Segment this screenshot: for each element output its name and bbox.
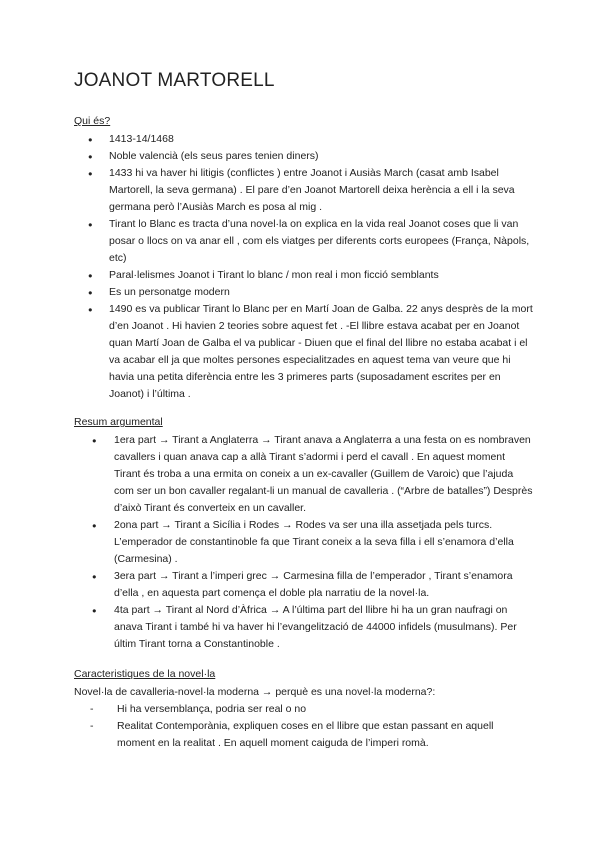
qui-es-list — [74, 131, 534, 403]
section-heading-qui-es: Qui és? — [74, 115, 111, 127]
document-title: JOANOT MARTORELL — [74, 70, 275, 91]
list-item: ● 1490 es va publicar Tirant lo Blanc per en Martí Joan de Galba. 22 anys desprès de la mort d’en Joanot . Hi havien 2 teories sobre aquest fet . -El llibre estava acabat per en Joanot quan Martí Joan de Galba el va publicar - Diuen que el final del llibre no estaba acabat i el va acabar ell ja que moltes persones especialitzades en aquest tema van veure que hi havia una petita diferència entre les 3 primeres parts (suposadament escrites per en Joanot) i l’última . — [74, 301, 534, 403]
list-item: ● 2ona part → Tirant a Sicília i Rodes → Rodes va ser una illa assetjada pels turcs. L’emperador de constantinoble fa que Tirant coneix a la seva filla i ell s’enamora d’ella (Carmesina) . — [74, 517, 534, 568]
list-item: ● 3era part → Tirant a l’imperi grec → Carmesina filla de l’emperador , Tirant s’enamora d’ella , en aquesta part comença el doble pla narratiu de la novel·la. — [74, 568, 534, 602]
list-item: - Hi ha versemblança, podria ser real o no — [74, 701, 534, 718]
list-item: ● 4ta part → Tirant al Nord d’Àfrica → A l’última part del llibre hi ha un gran naufragi on anava Tirant i també hi va haver hi l’evangelització de 44000 infidels (musulmans). Per últim Tirant torna a Constantinoble . — [74, 602, 534, 653]
list-item: - Realitat Contemporània, expliquen coses en el llibre que estan passant en aquell moment en la realitat . En aquell moment caiguda de l’imperi romà. — [74, 718, 534, 752]
list-item: ● 1era part → Tirant a Anglaterra → Tirant anava a Anglaterra a una festa on es nombraven cavallers i quan anava cap a allà Tirant s’adormi i perd el cavall . En aquest moment Tirant és troba a una ermita on coneix a un ex-cavaller (Guillem de Varoic) que l’ajuda com ser un bon cavaller regalant-li un manual de cavalleria . (“Arbre de batalles”) Desprès d’això Tirant és converteix en un cavaller. — [74, 432, 534, 517]
caracteristiques-intro: Novel·la de cavalleria-novel·la moderna → perquè es una novel·la moderna?: — [74, 686, 436, 698]
section-heading-caracteristiques: Caracteristiques de la novel·la — [74, 668, 216, 680]
list-item: ● Tirant lo Blanc es tracta d’una novel·la on explica en la vida real Joanot coses que li van posar o llocs on va anar ell , com els viatges per diferents corts europees (França, Nàpols, etc) — [74, 216, 534, 267]
list-item: ● Noble valencià (els seus pares tenien diners) — [74, 148, 534, 165]
section-heading-resum: Resum argumental — [74, 416, 163, 428]
list-item: ● Es un personatge modern — [74, 284, 534, 301]
list-item: ● 1413-14/1468 — [74, 131, 534, 148]
resum-list — [74, 432, 534, 653]
list-item: ● 1433 hi va haver hi litigis (conflictes ) entre Joanot i Ausiàs March (casat amb Isabel Martorell, la seva germana) . El pare d’en Joanot Martorell deixa herència a ell i la seva germana però l’Ausiàs March es posa al mig . — [74, 165, 534, 216]
list-item: ● Paral·lelismes Joanot i Tirant lo blanc / mon real i mon ficció semblants — [74, 267, 534, 284]
caracteristiques-list — [74, 701, 534, 752]
document-page — [74, 70, 534, 764]
